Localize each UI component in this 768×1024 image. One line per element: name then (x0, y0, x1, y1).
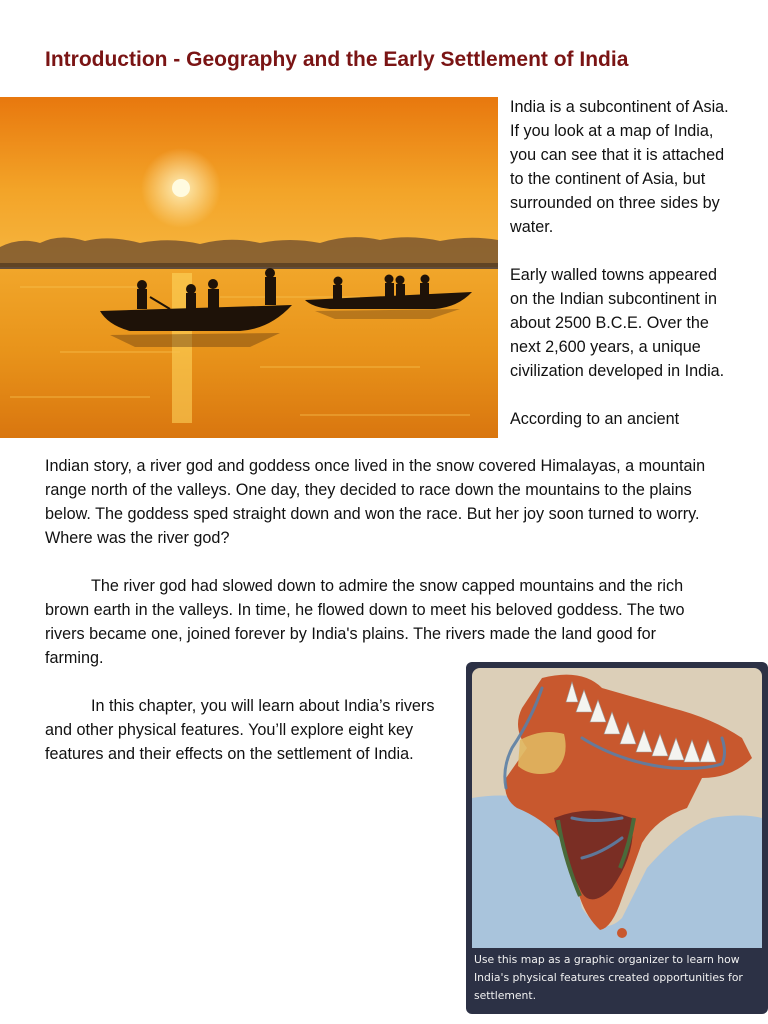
map-caption: Use this map as a graphic organizer to learn how India's physical features created opportunities for settlement. (474, 953, 743, 1002)
sunset-river-illustration (0, 97, 498, 438)
story-paragraph-3: Indian story, a river god and goddess once lived in the snow covered Himalayas, a mountain range north of the valleys. One day, they decided to race down the mountains to the plains below. The goddess sped straight down and won the race. But her joy soon turned to worry. Where was the river god? (45, 457, 706, 547)
intro-paragraph-2: Early walled towns appeared on the Indian subcontinent in about 2500 B.C.E. Over the next 2,600 years, a unique civilization developed in India. (510, 266, 725, 380)
story-paragraph-5: In this chapter, you will learn about India’s rivers and other physical features. You’ll explore eight key features and their effects on the settlement of India. (45, 697, 435, 763)
sunset-boats-photo (0, 97, 498, 438)
story-paragraph-4: The river god had slowed down to admire the snow capped mountains and the rich brown earth in the valleys. In time, he flowed down to meet his beloved goddess. The two rivers became one, joined forever by India's plains. The rivers made the land good for farming. (45, 577, 685, 667)
page-title: Introduction - Geography and the Early Settlement of India (45, 48, 629, 71)
india-map-figure (466, 662, 768, 1014)
intro-paragraph-3-start: According to an ancient (510, 410, 680, 428)
intro-paragraph-1: India is a subcontinent of Asia. If you look at a map of India, you can see that it is attached to the continent of Asia, but surrounded on three sides by water. (510, 98, 729, 236)
india-physical-map (472, 668, 762, 948)
intro-column (510, 95, 735, 431)
